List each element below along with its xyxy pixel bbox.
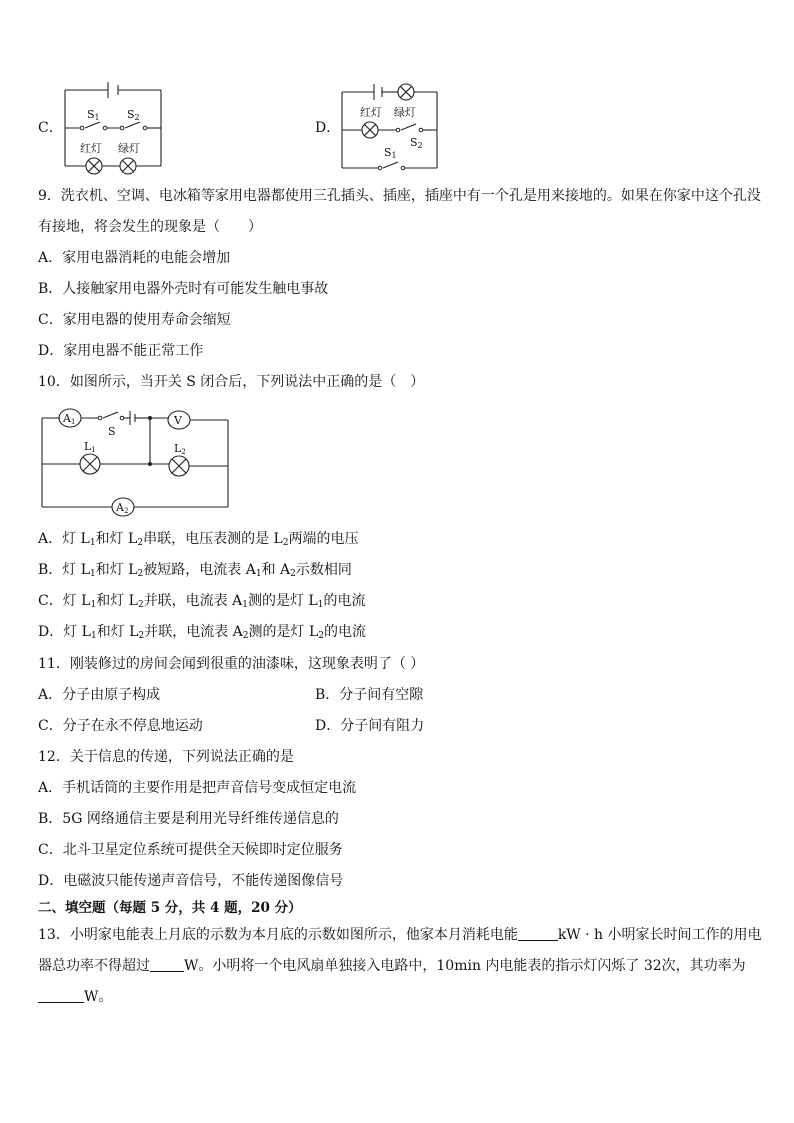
switch-s2: [125, 122, 140, 128]
q9-option-b: B．人接触家用电器外壳时有可能发生触电事故: [38, 281, 329, 297]
q13-line1: 13．小明家电能表上月底的示数为本月底的示数如图所示，他家本月消耗电能 kW · h 小明家长时间工作的用电: [38, 927, 762, 943]
label-s: S: [108, 425, 116, 438]
q11-option-a: A．分子由原子构成: [38, 687, 161, 703]
label-a1: A1: [63, 412, 76, 426]
q12-option-a: A．手机话筒的主要作用是把声音信号变成恒定电流: [38, 780, 357, 796]
q9-option-c: C．家用电器的使用寿命会缩短: [38, 312, 231, 328]
q13-line2: 器总功率不得超过 W。小明将一个电风扇单独接入电路中，10min 内电能表的指示灯闪烁了 32次，其功率为: [38, 958, 746, 974]
circuit-diagram-d: [336, 78, 446, 178]
option-d-letter: D．: [315, 120, 341, 136]
label-s2: S2: [410, 136, 423, 150]
circuit-diagram-q10: [38, 404, 238, 520]
label-l1: L1: [84, 440, 96, 454]
label-green-lamp: 绿灯: [118, 142, 140, 155]
q9-option-d: D．家用电器不能正常工作: [38, 343, 204, 359]
q12-option-c: C．北斗卫星定位系统可提供全天候即时定位服务: [38, 842, 343, 858]
answer-blank-2[interactable]: [150, 957, 184, 972]
q11-option-d: D．分子间有阻力: [315, 718, 425, 734]
label-s1: S1: [384, 146, 397, 160]
label-l2: L2: [174, 442, 186, 456]
label-a2: A2: [116, 501, 129, 515]
q10-stem: 10．如图所示，当开关 S 闭合后，下列说法中正确的是（ ）: [38, 374, 425, 390]
q10-option-d: D．灯 $L_1$和灯 $L_2$并联，电流表 $A_2$测的是灯 $L_2$的电流: [38, 624, 366, 641]
q12-stem: 12．关于信息的传递，下列说法正确的是: [38, 749, 294, 765]
q11-option-c: C．分子在永不停息地运动: [38, 718, 203, 734]
label-s2: S2: [127, 108, 140, 122]
q13-line3: W。: [38, 988, 112, 1006]
label-red-lamp: 红灯: [360, 106, 382, 119]
label-green-lamp: 绿灯: [394, 106, 416, 119]
q9-option-a: A．家用电器消耗的电能会增加: [38, 250, 231, 266]
section-heading: 二、填空题（每题 5 分，共 4 题，20 分）: [38, 900, 302, 916]
answer-blank-3[interactable]: [38, 988, 84, 1003]
circuit-diagram-c: [60, 78, 170, 178]
q9-stem-line2: 有接地，将会发生的现象是（ ）: [38, 219, 262, 235]
label-v: V: [174, 414, 182, 427]
q10-option-b: B．灯 $L_1$和灯 $L_2$被短路，电流表 $A_1$和 $A_2$示数相同: [38, 562, 352, 579]
q9-stem-line1: 9．洗衣机、空调、电冰箱等家用电器都使用三孔插头、插座，插座中有一个孔是用来接地的。如果在你家中这个孔没: [38, 188, 761, 204]
switch-s: [103, 412, 118, 418]
switch-s1: [383, 162, 398, 168]
switch-s1: [85, 122, 100, 128]
label-red-lamp: 红灯: [80, 142, 102, 155]
q10-option-a: A．灯 $L_1$和灯 $L_2$串联，电压表测的是 $L_2$两端的电压: [38, 531, 359, 548]
label-s1: S1: [87, 108, 100, 122]
q12-option-b: B．5G 网络通信主要是利用光导纤维传递信息的: [38, 811, 339, 827]
q11-stem: 11．刚装修过的房间会闻到很重的油漆味，这现象表明了（ ）: [38, 656, 425, 672]
switch-s2: [401, 124, 416, 130]
q10-option-c: C．灯 $L_1$和灯 $L_2$并联，电流表 $A_1$测的是灯 $L_1$的电流: [38, 593, 366, 610]
q12-option-d: D．电磁波只能传递声音信号，不能传递图像信号: [38, 873, 344, 889]
option-c-letter: C．: [38, 120, 63, 136]
q11-option-b: B．分子间有空隙: [315, 687, 424, 703]
answer-blank-1[interactable]: [518, 926, 558, 941]
